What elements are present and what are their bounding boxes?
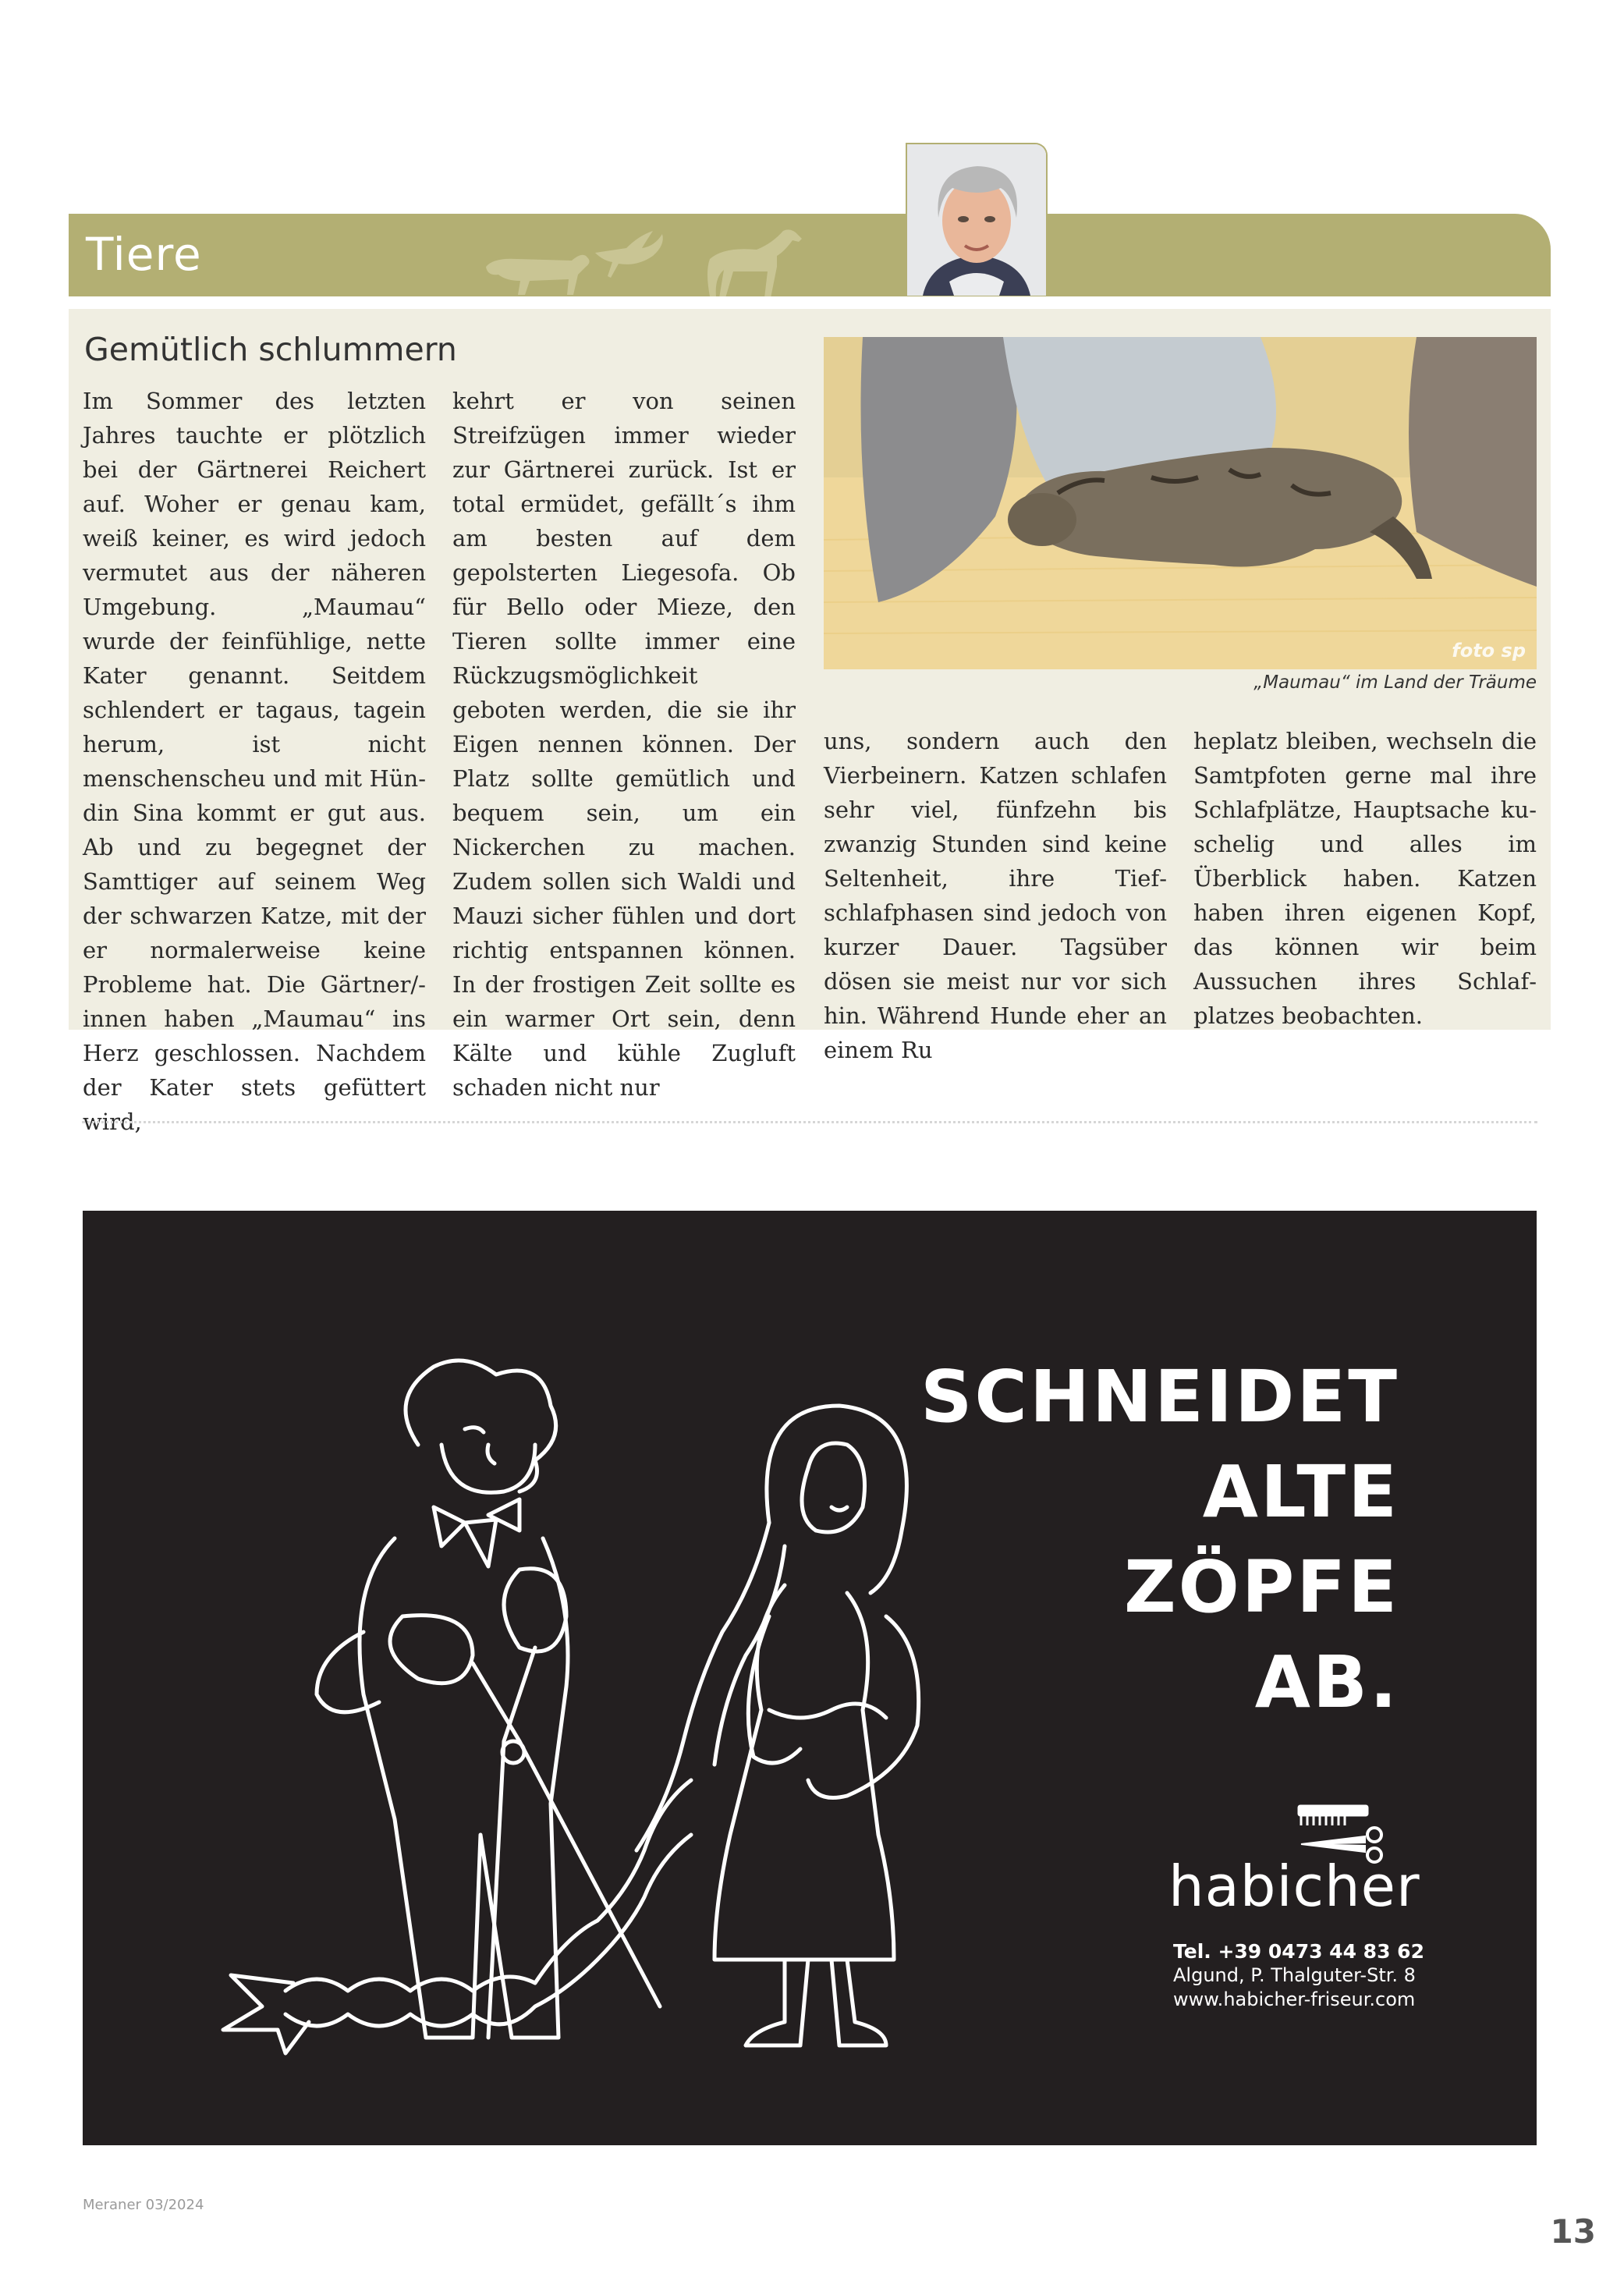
- habicher-advertisement: [83, 1211, 1537, 2145]
- contact-website: www.habicher-friseur.com: [1173, 1988, 1416, 2010]
- ad-slogan: [920, 1350, 1399, 1730]
- dotted-divider: [82, 1121, 1537, 1123]
- animal-silhouettes-icon: [404, 214, 872, 296]
- author-portrait: [906, 143, 1048, 296]
- photo-caption: „Maumau“ im Land der Träume: [1253, 672, 1537, 693]
- article-column-4: heplatz bleiben, wechseln die Samtpfoten gerne mal ihre Schlafplätze, Hauptsache kuschelig und alles im Überblick haben. Katzen haben ihren eigenen Kopf, das können wir beim Aussuchen ihres Schlafplatzes beobachten.: [1193, 728, 1537, 1029]
- slogan-line-1: SCHNEIDET: [920, 1355, 1399, 1438]
- slogan-line-4: AB.: [1254, 1641, 1399, 1724]
- contact-block: [1173, 1939, 1424, 2012]
- slogan-line-3: ZÖPFE: [1123, 1545, 1399, 1629]
- article-column-1: Im Sommer des letzten Jahres tauchte er plötzlich bei der Gärtnerei Reichert auf. Woher er genau kam, weiß keiner, es wird jedoch vermutet aus der näheren Umgebung. „Maumau“ wurde der feinfühlige, nette Kater genannt. Seitdem schlendert er tagaus, tagein herum, ist nicht menschenscheu und mit Hündin Sina kommt er gut aus. Ab und zu begegnet der Samttiger auf seinem Weg der schwarzen Katze, mit der er normalerweise keine Probleme hat. Die Gärtner/-innen haben „Maumau“ ins Herz geschlossen. Nachdem der Kater stets gefüttert wird,: [83, 388, 426, 1135]
- brand-logo-text: habicher: [1168, 1854, 1420, 1919]
- issue-label: Meraner 03/2024: [83, 2197, 204, 2213]
- slogan-line-2: ALTE: [1202, 1450, 1399, 1534]
- section-title: Tiere: [86, 228, 202, 281]
- section-header-band: [69, 214, 1551, 296]
- cat-photo: [824, 337, 1537, 669]
- article-headline: Gemütlich schlummern: [84, 331, 457, 368]
- contact-phone: Tel. +39 0473 44 83 62: [1173, 1940, 1424, 1963]
- photo-credit: foto sp: [1452, 640, 1526, 662]
- article-column-2: kehrt er von seinen Streifzügen immer wieder zur Gärtnerei zurück. Ist er total ermüdet, gefällt´s ihm am besten auf dem gepolsterten Liegesofa. Ob für Bello oder Mieze, den Tieren sollte immer eine Rückzugsmöglichkeit geboten werden, die sie ihr Eigen nennen können. Der Platz sollte gemütlich und bequem sein, um ein Nickerchen zu machen. Zudem sollen sich Waldi und Mauzi sicher fühlen und dort richtig entspannen können. In der frostigen Zeit sollte es ein warmer Ort sein, denn Kälte und kühle Zugluft schaden nicht nur: [452, 388, 796, 1101]
- article-column-3: uns, sondern auch den Vierbeinern. Katzen schlafen sehr viel, fünfzehn bis zwanzig Stunden sind keine Seltenheit, ihre Tiefschlafphasen sind jedoch von kurzer Dauer. Tagsüber dösen sie meist nur vor sich hin. Während Hunde eher an einem Ru: [824, 728, 1167, 1063]
- contact-address: Algund, P. Thalguter-Str. 8: [1173, 1964, 1416, 1986]
- page-number: 13: [1550, 2212, 1596, 2251]
- article-box: [69, 309, 1551, 1135]
